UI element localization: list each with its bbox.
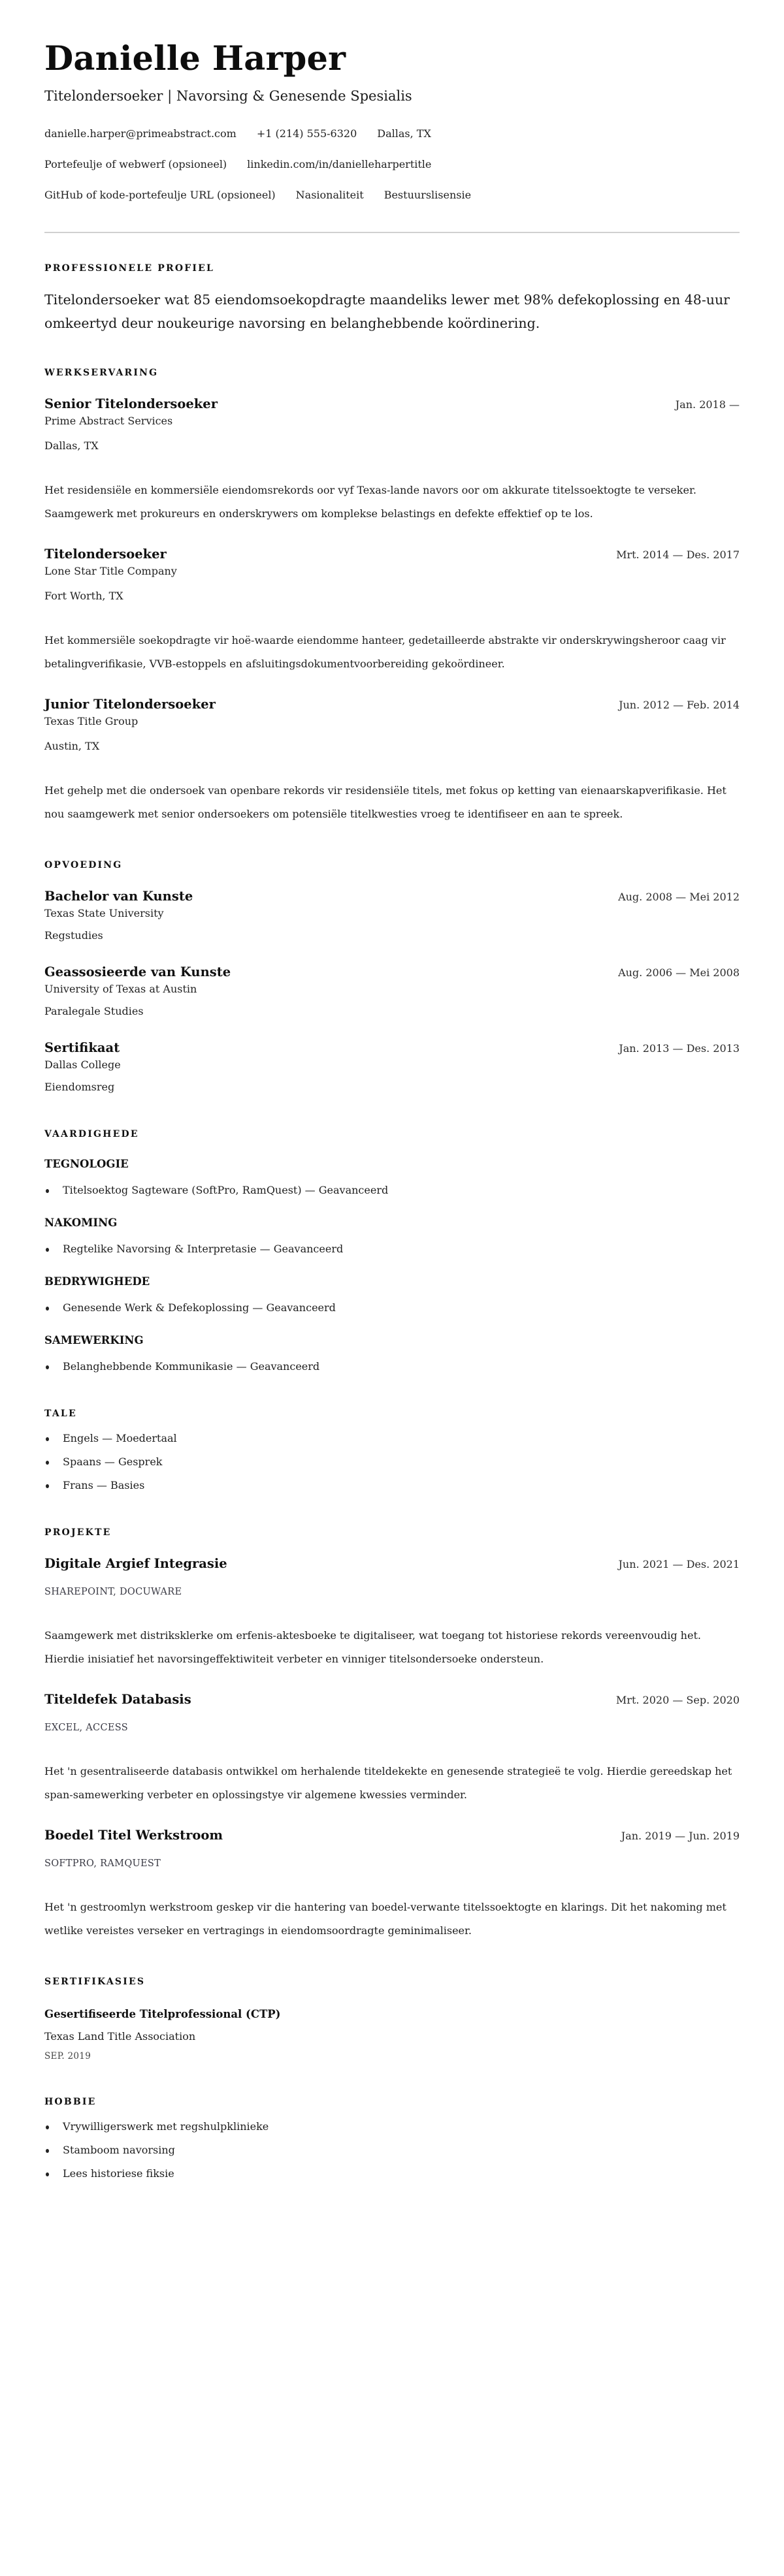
- school-name: Texas State University: [44, 907, 164, 919]
- company-name: Lone Star Title Company: [44, 565, 177, 577]
- skill-list: [44, 1183, 740, 1198]
- field-of-study: Eiendomsreg: [44, 1081, 115, 1093]
- section-title: HOBBIE: [44, 2097, 97, 2107]
- skill-list: [44, 1241, 740, 1257]
- education-dates: Jan. 2013 — Des. 2013: [619, 1042, 740, 1055]
- project-entry: [44, 1691, 740, 1807]
- contact-row: [44, 127, 740, 141]
- hobby-item: Stamboom navorsing: [44, 2142, 740, 2158]
- skill-groups: [44, 1156, 740, 1375]
- contact-row: [44, 188, 740, 202]
- certification-issuer: Texas Land Title Association: [44, 2030, 196, 2043]
- degree: Geassosieerde van Kunste: [44, 964, 231, 979]
- skill-category: BEDRYWIGHEDE: [44, 1275, 150, 1288]
- certification-name: Gesertifiseerde Titelprofessional (CTP): [44, 2008, 281, 2020]
- email-link[interactable]: danielle.harper@primeabstract.com: [44, 127, 237, 140]
- education-dates: Aug. 2006 — Mei 2008: [618, 966, 740, 979]
- company-name: Prime Abstract Services: [44, 415, 173, 427]
- skill-item: Belanghebbende Kommunikasie — Geavanceerd: [44, 1359, 740, 1375]
- project-list: [44, 1555, 740, 1943]
- education-dates: Aug. 2008 — Mei 2012: [618, 891, 740, 903]
- job-dates: Jun. 2012 — Feb. 2014: [619, 699, 740, 711]
- certification-date: SEP. 2019: [44, 2051, 91, 2061]
- headline: Titelondersoeker | Navorsing & Genesende Spesialis: [44, 88, 412, 104]
- phone-link[interactable]: +1 (214) 555-6320: [256, 127, 357, 140]
- job-title: Titelondersoeker: [44, 547, 167, 562]
- education-list: [44, 887, 740, 1095]
- portfolio-link[interactable]: Portefeulje of webwerf (opsioneel): [44, 158, 227, 170]
- skill-category: SAMEWERKING: [44, 1334, 144, 1346]
- field-of-study: Paralegale Studies: [44, 1005, 144, 1017]
- profile-section: [44, 262, 740, 335]
- skills-section: [44, 1128, 740, 1375]
- job-location: Austin, TX: [44, 740, 100, 752]
- education-entry: [44, 1039, 740, 1095]
- certification-entry: [44, 2007, 740, 2063]
- project-tech-tags: SOFTPRO, RAMQUEST: [44, 1858, 161, 1869]
- project-dates: Jan. 2019 — Jun. 2019: [621, 1830, 740, 1842]
- school-name: University of Texas at Austin: [44, 983, 197, 995]
- project-tech-tags: SHAREPOINT, DOCUWARE: [44, 1587, 182, 1597]
- section-title: PROJEKTE: [44, 1527, 112, 1538]
- drivers-license: Bestuurslisensie: [384, 189, 472, 201]
- header-divider: [44, 232, 740, 233]
- languages-section: [44, 1407, 740, 1493]
- project-dates: Jun. 2021 — Des. 2021: [618, 1558, 740, 1570]
- job-dates: Mrt. 2014 — Des. 2017: [616, 549, 740, 561]
- education-entry: [44, 887, 740, 944]
- hobby-item: Lees historiese fiksie: [44, 2166, 740, 2182]
- work-entry: [44, 545, 740, 676]
- degree: Bachelor van Kunste: [44, 889, 193, 904]
- work-list: [44, 395, 740, 826]
- project-name: Digitale Argief Integrasie: [44, 1556, 227, 1571]
- project-description: Saamgewerk met distriksklerke om erfenis-aktesboeke te digitaliseer, wat toegang tot historiese rekords vereenvoudig het. Hierdie inisiatief het navorsingeffektiwiteit verbeter en vinniger titelsondersoeke ondersteun.: [44, 1629, 701, 1665]
- project-description: Het 'n gesentraliseerde databasis ontwikkel om herhalende titeldekekte en genesende strategieë te volg. Hierdie gereedskap het span-samewerking verbeter en oplossingstye vir algemene kwessies verminder.: [44, 1765, 732, 1801]
- skill-category: TEGNOLOGIE: [44, 1158, 129, 1170]
- language-item: Frans — Basies: [44, 1478, 740, 1493]
- resume-header: [44, 38, 740, 233]
- job-title: Junior Titelondersoeker: [44, 697, 216, 712]
- contact-info: [44, 127, 740, 202]
- project-name: Titeldefek Databasis: [44, 1692, 191, 1707]
- job-title: Senior Titelondersoeker: [44, 396, 218, 411]
- company-name: Texas Title Group: [44, 715, 139, 727]
- section-title: VAARDIGHEDE: [44, 1129, 139, 1139]
- degree: Sertifikaat: [44, 1040, 120, 1055]
- section-title: WERKSERVARING: [44, 368, 159, 378]
- language-list: [44, 1431, 740, 1493]
- project-tech-tags: EXCEL, ACCESS: [44, 1723, 128, 1733]
- location: Dallas, TX: [377, 127, 431, 140]
- job-description: Het gehelp met die ondersoek van openbare rekords vir residensiële titels, met fokus op ketting van eienaarskapverifikasie. Het nou saamgewerk met senior ondersoekers om potensiële titelkwesties vroeg te identifiseer en aan te spreek.: [44, 784, 727, 820]
- project-description: Het 'n gestroomlyn werkstroom geskep vir die hantering van boedel-verwante titelssoektogte en klarings. Dit het nakoming met wetlike vereistes verseker en vertragings in eiendomsoordragte geminimaliseer.: [44, 1901, 727, 1937]
- work-entry: [44, 695, 740, 826]
- project-name: Boedel Titel Werkstroom: [44, 1828, 223, 1843]
- language-item: Spaans — Gesprek: [44, 1454, 740, 1470]
- nationality: Nasionaliteit: [295, 189, 364, 201]
- section-title: SERTIFIKASIES: [44, 1977, 146, 1987]
- profile-summary: Titelondersoeker wat 85 eiendomsoekopdragte maandeliks lewer met 98% defekoplossing en 48-uur omkeertyd deur noukeurige navorsing en belanghebbende koördinering.: [44, 292, 730, 331]
- job-location: Fort Worth, TX: [44, 590, 123, 602]
- linkedin-link[interactable]: linkedin.com/in/danielleharpertitle: [247, 158, 432, 170]
- hobby-list: [44, 2119, 740, 2182]
- skill-item: Genesende Werk & Defekoplossing — Geavanceerd: [44, 1300, 740, 1316]
- school-name: Dallas College: [44, 1058, 121, 1071]
- github-link[interactable]: GitHub of kode-portefeulje URL (opsioneel): [44, 189, 276, 201]
- section-title: TALE: [44, 1408, 77, 1419]
- section-title: PROFESSIONELE PROFIEL: [44, 263, 215, 274]
- work-section: [44, 366, 740, 826]
- work-entry: [44, 395, 740, 526]
- hobby-item: Vrywilligerswerk met regshulpklinieke: [44, 2119, 740, 2135]
- project-entry: [44, 1826, 740, 1943]
- project-entry: [44, 1555, 740, 1671]
- project-dates: Mrt. 2020 — Sep. 2020: [615, 1694, 740, 1706]
- skill-list: [44, 1300, 740, 1316]
- skill-item: Regtelike Navorsing & Interpretasie — Geavanceerd: [44, 1241, 740, 1257]
- education-section: [44, 859, 740, 1095]
- education-entry: [44, 963, 740, 1019]
- candidate-name: Danielle Harper: [44, 39, 346, 78]
- certifications-section: [44, 1975, 740, 2063]
- contact-row: [44, 157, 740, 172]
- job-dates: Jan. 2018 —: [675, 398, 740, 411]
- language-item: Engels — Moedertaal: [44, 1431, 740, 1446]
- projects-section: [44, 1526, 740, 1943]
- hobbies-section: [44, 2095, 740, 2182]
- skill-list: [44, 1359, 740, 1375]
- section-title: OPVOEDING: [44, 860, 123, 870]
- job-location: Dallas, TX: [44, 439, 99, 452]
- skill-category: NAKOMING: [44, 1216, 118, 1229]
- job-description: Het residensiële en kommersiële eiendomsrekords oor vyf Texas-lande navors oor om akkurate titelssoektogte te verseker. Saamgewerk met prokureurs en onderskrywers om komplekse belastings en defekte effektief op te los.: [44, 484, 696, 520]
- skill-item: Titelsoektog Sagteware (SoftPro, RamQuest) — Geavanceerd: [44, 1183, 740, 1198]
- job-description: Het kommersiële soekopdragte vir hoë-waarde eiendomme hanteer, gedetailleerde abstrakte vir onderskrywingsheroor caag vir betalingverifikasie, VVB-estoppels en afsluitingsdokumentvoorbereiding gekoördineer.: [44, 634, 726, 670]
- field-of-study: Regstudies: [44, 929, 103, 942]
